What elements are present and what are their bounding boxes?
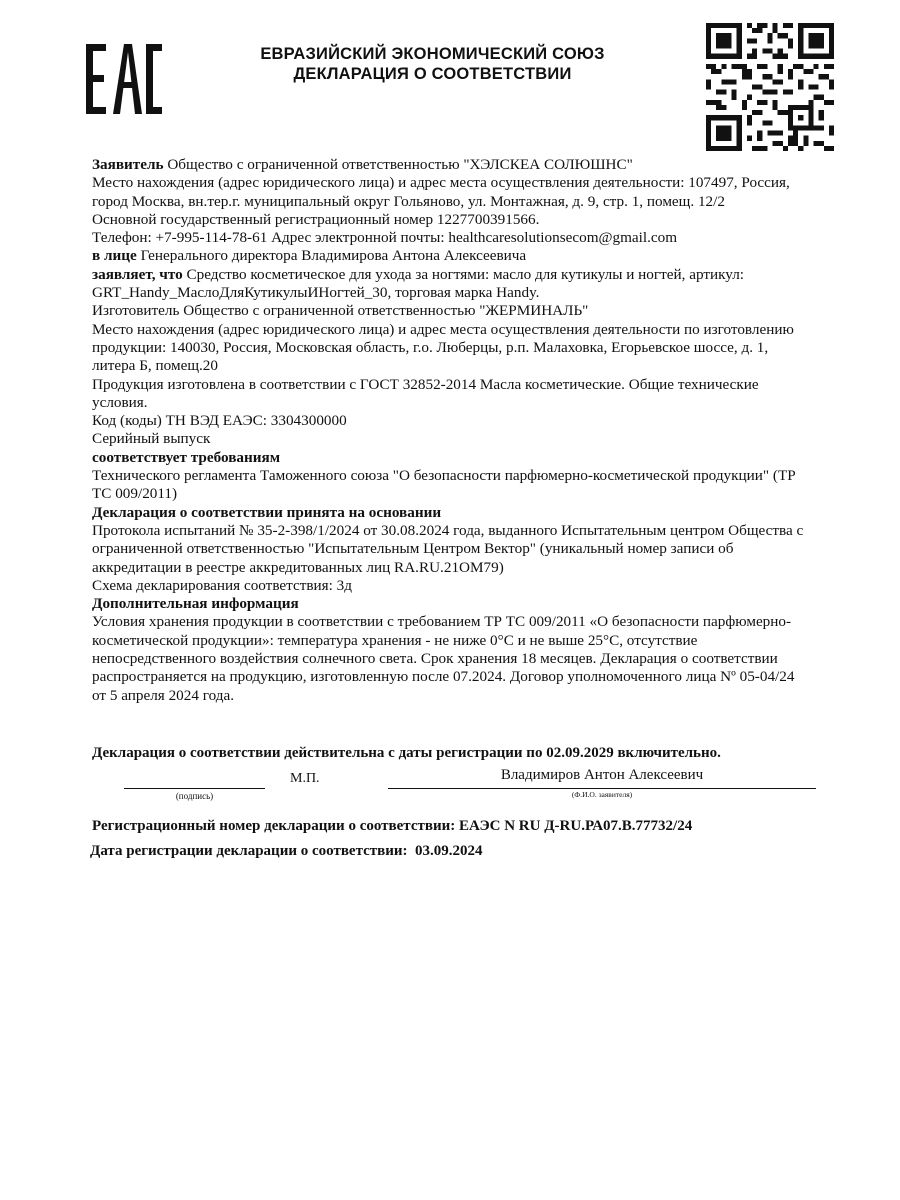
manufacturer-address: Место нахождения (адрес юридического лица) и адрес места осуществления деятельности по изготовлению продукции: 140030, Россия, Московская область, г.о. Люберцы, р.п. Малаховка, Егорьевское шоссе, д. 1, литера Б, помещ.20 — [92, 320, 794, 375]
eac-logo-icon — [84, 42, 164, 116]
person-label: в лице — [92, 247, 137, 265]
ogrn: Основной государственный регистрационный номер 1227700391566. — [92, 210, 540, 228]
registration-date-label: Дата регистрации декларации о соответствии: — [90, 843, 408, 859]
basis-label: Декларация о соответствии принята на основании — [92, 503, 442, 521]
tnved-code: Код (коды) ТН ВЭД ЕАЭС: 3304300000 — [92, 412, 347, 430]
additional-info-label: Дополнительная информация — [92, 595, 299, 613]
registration-number-value: ЕАЭС N RU Д-RU.РА07.В.77732/24 — [459, 818, 693, 834]
registration-number — [92, 818, 692, 835]
document-header — [210, 44, 655, 84]
signature-caption: (подпись) — [175, 791, 214, 801]
name-caption: (Ф.И.О. заявителя) — [571, 790, 633, 799]
declaration-title: ДЕКЛАРАЦИЯ О СООТВЕТСТВИИ — [293, 65, 572, 83]
declaration-scheme: Схема декларирования соответствия: 3д — [92, 576, 352, 594]
complies-label: соответствует требованиям — [92, 448, 281, 466]
qr-code-icon — [706, 23, 834, 151]
declares-label: заявляет, что — [92, 265, 183, 283]
contacts: Телефон: +7-995-114-78-61 Адрес электронной почты: healthcaresolutionsecom@gmail.com — [92, 229, 678, 247]
standard: Продукция изготовлена в соответствии с ГОСТ 32852-2014 Масла косметические. Общие технические условия. — [92, 375, 759, 411]
person-name: Генерального директора Владимирова Антона Алексеевича — [140, 247, 527, 265]
name-line — [388, 788, 816, 789]
registration-date-value: 03.09.2024 — [415, 843, 483, 859]
additional-info: Условия хранения продукции в соответствии с требованием ТР ТС 009/2011 «О безопасности парфюмерно-косметической продукции»: температура хранения - не ниже 0°С и не выше 25°С, отсутствие непосредственного воздействия солнечного света. Срок хранения 18 месяцев. Декларация о соответствии распространяется на продукцию, изготовленную после 07.2024. Договор уполномоченного лица Nº 05-04/24 от 5 апреля 2024 года. — [92, 613, 795, 704]
declares-line — [92, 266, 812, 303]
manufacturer: Изготовитель Общество с ограниченной ответственностью "ЖЕРМИНАЛЬ" — [92, 302, 589, 320]
signature-line — [124, 788, 265, 789]
applicant-label: Заявитель — [92, 156, 164, 173]
validity-statement: Декларация о соответствии действительна с даты регистрации по 02.09.2029 включительно. — [92, 745, 721, 761]
union-title: ЕВРАЗИЙСКИЙ ЭКОНОМИЧЕСКИЙ СОЮЗ — [260, 45, 605, 63]
person-line — [92, 247, 812, 265]
applicant-name: Общество с ограниченной ответственностью "ХЭЛСКЕА СОЛЮШНС" — [167, 156, 633, 173]
registration-number-label: Регистрационный номер декларации о соответствии: — [92, 818, 456, 834]
declaration-body — [92, 156, 812, 705]
registration-date — [90, 843, 483, 860]
applicant-line — [92, 156, 812, 174]
stamp-place: М.П. — [290, 771, 320, 786]
regulation: Технического регламента Таможенного союза "О безопасности парфюмерно-косметической продукции" (ТР ТС 009/2011) — [92, 467, 796, 503]
applicant-address: Место нахождения (адрес юридического лица) и адрес места осуществления деятельности: 107497, Россия, город Москва, вн.тер.г. муниципальный округ Гольяново, ул. Монтажная, д. 9, стр. 1, помещ. 12/2 — [92, 174, 790, 210]
test-protocol: Протокола испытаний № 35-2-398/1/2024 от 30.08.2024 года, выданного Испытательным центром Общества с ограниченной ответственностью "Испытательным Центром Вектор" (уникальный номер записи об аккредитации в реестре аккредитованных лиц RA.RU.21OM79) — [92, 521, 804, 576]
product-description: Средство косметическое для ухода за ногтями: масло для кутикулы и ногтей, артикул: GRT_Handy_МаслоДляКутикулыИНогтей_30, торговая марка Handy. — [92, 265, 745, 302]
signatory-name: Владимиров Антон Алексеевич — [500, 767, 704, 783]
batch-type: Серийный выпуск — [92, 430, 211, 448]
